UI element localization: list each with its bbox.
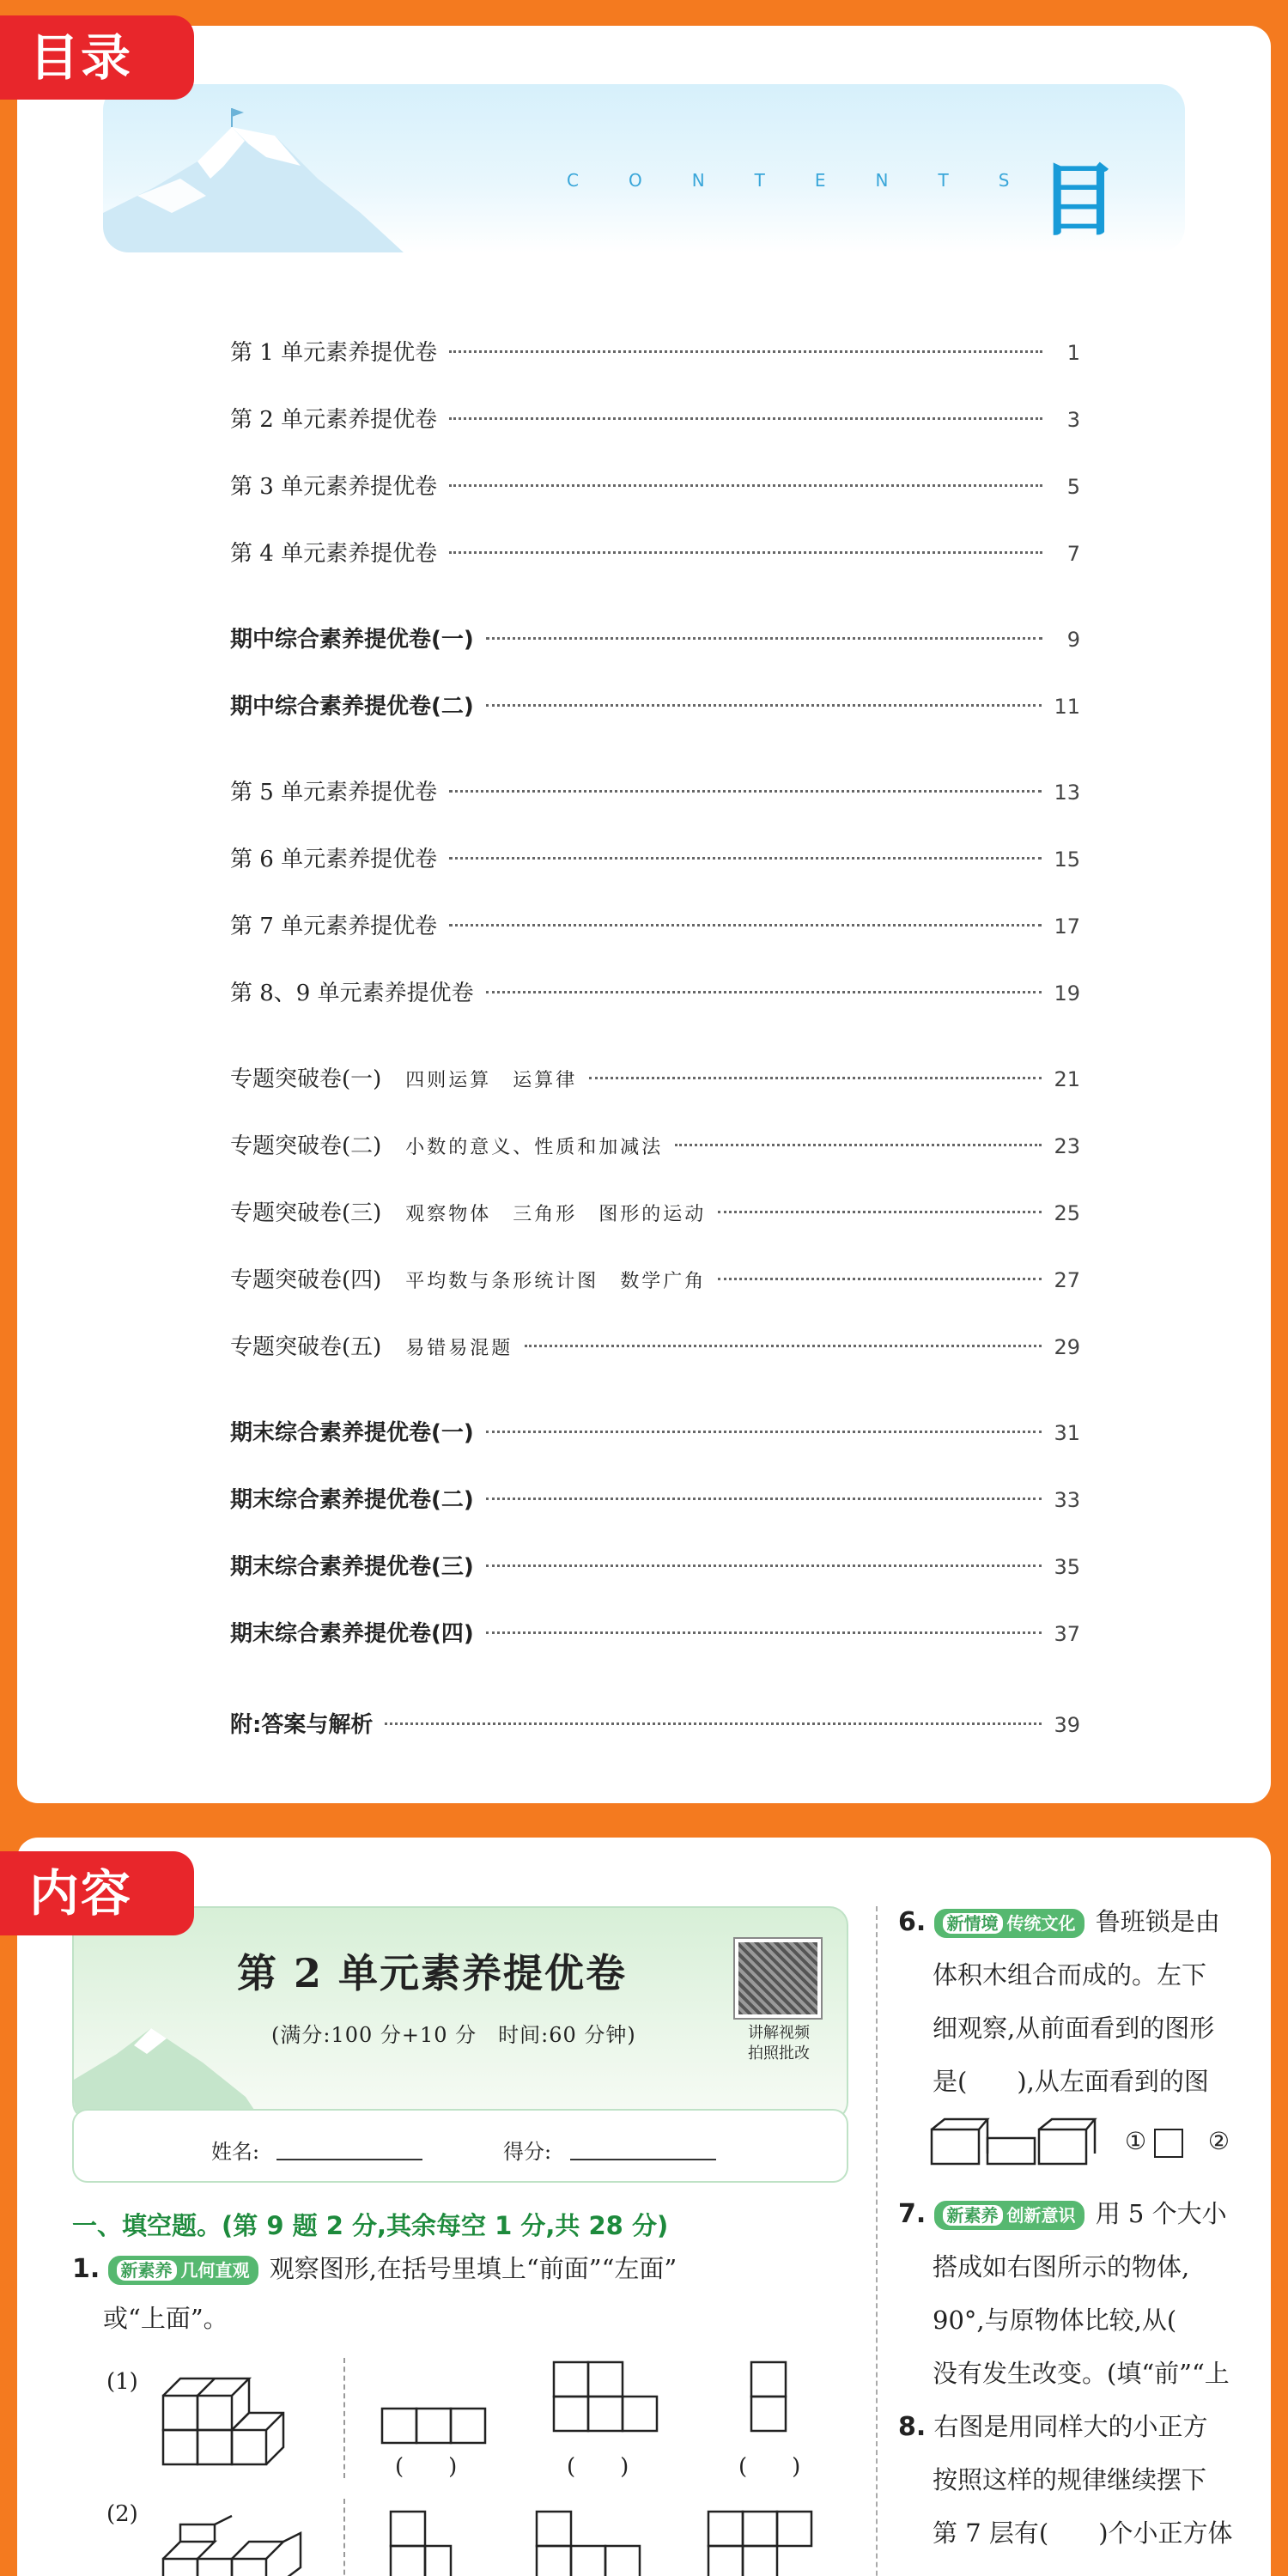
tag-topic-label: 几何直观 [180,2260,250,2281]
toc-entry[interactable] [230,975,1080,1010]
toc-entry[interactable] [230,469,1080,503]
question-number: 8. [898,2412,927,2442]
sub-question-2: (2) [106,2501,138,2527]
toc-entry[interactable] [230,775,1080,809]
toc-entry[interactable] [230,335,1080,369]
question-1 [72,2245,677,2293]
question-7-line4: 没有发生改变。(填“前”“上 [933,2359,1230,2388]
toc-dot-leader [486,637,1042,640]
section-ribbon-toc: 目录 [0,15,194,100]
toc-page-number: 31 [1054,1421,1080,1445]
question-tag [108,2256,258,2285]
question-7 [898,2190,1227,2239]
tag-new-label: 新素养 [943,2205,1003,2226]
toc-entry-title: 第 7 单元素养提优卷 [230,914,438,939]
question-7-line3: 90°,与原物体比较,从( [933,2306,1177,2335]
view-figure-e [532,2507,653,2576]
toc-entry-title: 期末综合素养提优卷(一) [230,1420,474,1446]
toc-dot-leader [449,790,1042,793]
question-8-line2: 按照这样的规律继续摆下 [933,2465,1207,2494]
toc-entry[interactable] [230,1262,1080,1297]
section-ribbon-content: 内容 [0,1851,194,1935]
lock-figure [927,2112,1099,2172]
toc-entry[interactable] [230,1128,1080,1163]
option-1-label: ① [1125,2127,1147,2155]
toc-entry-subtitle: 平均数与条形统计图 数学广角 [405,1271,707,1292]
paper-mountain-illustration [74,1908,848,2121]
toc-page-number: 13 [1054,781,1080,805]
toc-page-number: 25 [1054,1201,1080,1225]
toc-entry[interactable] [230,402,1080,436]
toc-dot-leader [449,417,1042,420]
toc-dot-leader [675,1144,1042,1146]
toc-dot-leader [449,350,1042,353]
toc-entry[interactable] [230,1707,1080,1741]
question-text-line1: 鲁班锁是由 [1095,1907,1220,1936]
toc-page-number: 21 [1054,1067,1080,1091]
toc-entry-title: 专题突破卷(四) [230,1267,382,1293]
toc-page-number: 9 [1066,628,1080,652]
toc-dot-leader [449,857,1042,860]
toc-entry-title: 第 2 单元素养提优卷 [230,407,438,433]
qr-label-line2: 拍照批改 [748,2044,810,2063]
contents-label: CONTENTS [567,170,1060,191]
option-1-shape [1154,2129,1183,2158]
toc-page-number: 23 [1054,1134,1080,1158]
view-figure-f [704,2507,841,2576]
toc-entry-subtitle: 易错易混题 [405,1338,513,1359]
toc-entry[interactable] [230,622,1080,656]
toc-dot-leader [718,1211,1042,1213]
question-number: 1. [72,2254,100,2284]
toc-dot-leader [486,991,1042,993]
toc-page-number: 29 [1054,1335,1080,1359]
toc-banner [103,84,1185,252]
toc-entry-title: 第 6 单元素养提优卷 [230,847,438,872]
toc-entry-title: 专题突破卷(一) [230,1066,382,1092]
cube-stack-figure-2 [155,2507,326,2576]
toc-dot-leader [449,551,1042,554]
toc-heading: 目 [1039,155,1122,246]
toc-entry[interactable] [230,841,1080,876]
toc-entry-title: 第 4 单元素养提优卷 [230,541,438,567]
toc-panel [17,26,1271,1803]
question-8-line3: 第 7 层有( )个小正方体 [933,2518,1233,2548]
toc-page-number: 15 [1054,848,1080,872]
toc-entry[interactable] [230,1549,1080,1583]
name-line [276,2159,422,2160]
paper-title: 第 2 单元素养提优卷 [237,1950,628,1996]
toc-entry[interactable] [230,689,1080,723]
toc-entry[interactable] [230,908,1080,943]
option-2-label: ② [1207,2127,1230,2155]
toc-entry-title: 第 1 单元素养提优卷 [230,340,438,366]
answer-blank[interactable]: ( ) [395,2454,458,2480]
toc-page-number: 27 [1054,1268,1080,1292]
name-score-bar [72,2109,848,2183]
toc-entry-title: 第 5 单元素养提优卷 [230,780,438,805]
cube-stack-figure-1 [155,2353,292,2473]
toc-entry-title: 第 3 单元素养提优卷 [230,474,438,500]
toc-entry-title: 附:答案与解析 [230,1712,374,1738]
question-number: 7. [898,2199,927,2229]
view-figure-b [550,2358,670,2444]
paper-header [72,1906,848,2121]
question-tag [934,2201,1084,2230]
toc-page-number: 19 [1054,981,1080,1005]
question-text-line1: 右图是用同样大的小正方 [933,2412,1208,2441]
toc-entry-subtitle: 观察物体 三角形 图形的运动 [405,1204,707,1225]
question-6 [898,1898,1220,1947]
toc-dot-leader [486,1431,1042,1433]
toc-dot-leader [486,704,1042,707]
tag-topic-label: 传统文化 [1006,1913,1076,1934]
toc-dot-leader [449,924,1042,927]
toc-entry[interactable] [230,536,1080,570]
tag-new-label: 新情境 [943,1913,1003,1934]
toc-entry-subtitle: 四则运算 运算律 [405,1070,578,1091]
toc-dot-leader [589,1077,1042,1079]
toc-page-number: 11 [1054,695,1080,719]
toc-dot-leader [385,1722,1042,1725]
name-label: 姓名: [211,2140,260,2164]
score-label: 得分: [503,2140,552,2164]
divider [343,2358,345,2478]
toc-page-number: 1 [1066,341,1080,365]
toc-entry-title: 专题突破卷(五) [230,1334,382,1360]
qr-label [728,2023,829,2064]
toc-entry-title: 期末综合素养提优卷(二) [230,1487,474,1513]
toc-dot-leader [486,1564,1042,1567]
toc-entry[interactable] [230,1195,1080,1230]
view-figure-d [386,2507,455,2576]
toc-page-number: 3 [1066,408,1080,432]
divider [343,2499,345,2576]
toc-page-number: 39 [1054,1713,1080,1737]
column-divider [876,1906,878,2576]
toc-dot-leader [525,1345,1042,1347]
toc-entry-title: 第 8、9 单元素养提优卷 [230,981,474,1006]
toc-page-number: 5 [1066,475,1080,499]
toc-dot-leader [486,1631,1042,1634]
toc-entry[interactable] [230,1415,1080,1449]
toc-dot-leader [486,1498,1042,1500]
toc-entry[interactable] [230,1482,1080,1516]
tag-topic-label: 创新意识 [1006,2205,1076,2226]
toc-entry-title: 期中综合素养提优卷(二) [230,694,474,720]
section-one-title: 一、填空题。(第 9 题 2 分,其余每空 1 分,共 28 分) [72,2211,669,2240]
sub-question-1: (1) [106,2369,138,2395]
question-number: 6. [898,1907,927,1937]
answer-blank[interactable]: ( ) [567,2454,629,2480]
toc-page-number: 37 [1054,1622,1080,1646]
question-7-line2: 搭成如右图所示的物体, [933,2252,1190,2281]
paper-subtitle: (满分:100 分+10 分 时间:60 分钟) [271,2023,636,2047]
mountain-illustration [103,84,1185,252]
toc-page-number: 17 [1054,914,1080,939]
option-1 [1125,2117,1230,2166]
question-8 [898,2403,1208,2451]
question-tag [934,1909,1084,1938]
toc-entry-title: 专题突破卷(三) [230,1200,382,1226]
toc-entry-title: 期末综合素养提优卷(三) [230,1554,474,1580]
view-figure-a [378,2404,498,2447]
content-panel [17,1838,1271,2576]
question-6-line4: 是( ),从左面看到的图 [933,2067,1209,2096]
qr-code-icon[interactable] [735,1939,821,2018]
question-text-line1: 用 5 个大小 [1095,2199,1227,2228]
toc-entry[interactable] [230,1329,1080,1364]
toc-page-number: 35 [1054,1555,1080,1579]
toc-entry-title: 专题突破卷(二) [230,1133,382,1159]
toc-page-number: 33 [1054,1488,1080,1512]
toc-entry[interactable] [230,1061,1080,1096]
toc-entry-title: 期中综合素养提优卷(一) [230,627,474,653]
tag-new-label: 新素养 [117,2260,177,2281]
toc-entry-subtitle: 小数的意义、性质和加减法 [405,1137,664,1158]
toc-dot-leader [449,484,1042,487]
question-text-line1: 观察图形,在括号里填上“前面”“左面” [269,2254,677,2283]
view-figure-c [747,2358,799,2444]
toc-dot-leader [718,1278,1042,1280]
question-1-line2: 或“上面”。 [103,2304,228,2333]
question-6-line2: 体积木组合而成的。左下 [933,1960,1207,1990]
qr-label-line1: 讲解视频 [748,2024,810,2042]
question-6-line3: 细观察,从前面看到的图形 [933,2014,1215,2043]
score-line [570,2159,716,2160]
answer-blank[interactable]: ( ) [738,2454,801,2480]
toc-page-number: 7 [1066,542,1080,566]
toc-entry-title: 期末综合素养提优卷(四) [230,1621,474,1647]
toc-entry[interactable] [230,1616,1080,1650]
